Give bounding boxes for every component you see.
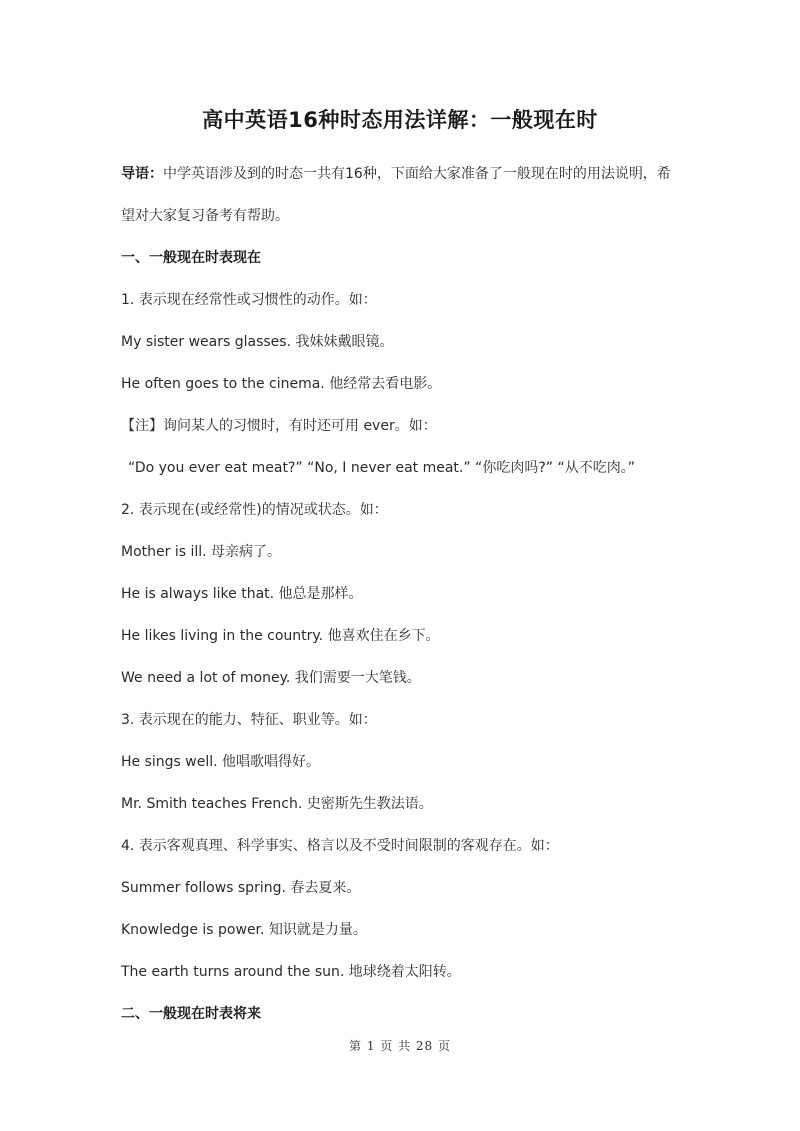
intro-label: 导语：	[121, 166, 163, 182]
page-title: 高中英语16种时态用法详解：一般现在时	[202, 108, 598, 132]
page-footer: 第 1 页 共 28 页	[349, 1039, 451, 1053]
example-sentence: Mr. Smith teaches French. 史密斯先生教法语。	[121, 796, 433, 812]
intro-text-1: 中学英语涉及到的时态一共有16种，下面给大家准备了一般现在时的用法说明，希	[163, 166, 671, 182]
example-sentence: The earth turns around the sun. 地球绕着太阳转。	[121, 964, 461, 980]
example-sentence: He often goes to the cinema. 他经常去看电影。	[121, 376, 442, 392]
section-heading-2: 二、一般现在时表将来	[121, 1006, 261, 1022]
intro-text-2: 望对大家复习备考有帮助。	[121, 208, 289, 224]
usage-point-4: 4. 表示客观真理、科学事实、格言以及不受时间限制的客观存在。如：	[121, 838, 559, 854]
example-sentence: We need a lot of money. 我们需要一大笔钱。	[121, 670, 421, 686]
example-sentence: He likes living in the country. 他喜欢住在乡下。	[121, 628, 440, 644]
section-heading-1: 一、一般现在时表现在	[121, 250, 261, 266]
example-sentence: He is always like that. 他总是那样。	[121, 586, 363, 602]
example-sentence: Knowledge is power. 知识就是力量。	[121, 922, 367, 938]
usage-point-3: 3. 表示现在的能力、特征、职业等。如：	[121, 712, 377, 728]
example-sentence: He sings well. 他唱歌唱得好。	[121, 754, 321, 770]
note-text: 【注】询问某人的习惯时，有时还可用 ever。如：	[121, 418, 437, 434]
usage-point-2: 2. 表示现在(或经常性)的情况或状态。如：	[121, 502, 388, 518]
example-sentence: My sister wears glasses. 我妹妹戴眼镜。	[121, 334, 394, 350]
intro-paragraph-line-1	[121, 164, 740, 184]
example-sentence: Mother is ill. 母亲病了。	[121, 544, 282, 560]
usage-point-1: 1. 表示现在经常性或习惯性的动作。如：	[121, 292, 377, 308]
example-sentence: Summer follows spring. 春去夏来。	[121, 880, 361, 896]
dialog-example: “Do you ever eat meat?” “No, I never eat meat.” “你吃肉吗?” “从不吃肉。”	[128, 460, 635, 476]
